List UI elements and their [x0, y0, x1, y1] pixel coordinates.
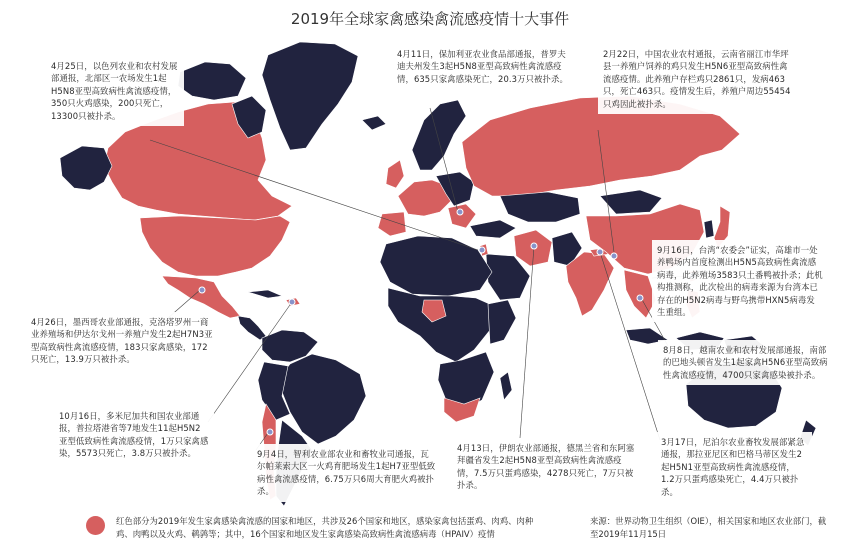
event-text: 8月8日，越南农业和农村发展部通报，南部的巴地头顿省发生1起家禽H5N6亚型高致病性禽流感疫情，4700只家禽感染被扑杀。 — [663, 345, 828, 380]
event-text: 10月16日，多米尼加共和国农业部通报，普拉塔港省等7地发生11起H5N2亚型低致病性禽流感疫情，1万只家禽感染，5573只死亡，3.8万只被扑杀。 — [59, 411, 209, 459]
marker-chile — [267, 429, 273, 435]
event-text: 4月26日，墨西哥农业部通报，克洛塔罗州一商业养殖场和伊达尔戈州一养殖户发生2起H7N3亚型高致病性禽流感疫情，183只家禽感染，172只死亡，13.9万只被扑杀。 — [31, 317, 213, 365]
event-text: 9月16日，台湾“农委会”证实，高雄市一处养鸭场内首度检测出H5N5高致病性禽流感病毒，此养殖场3583只土番鸭被扑杀；此机构推测称，此次检出的病毒来源为台湾本已存在的H5N2病毒与野鸟携带HXN5病毒发生重组。 — [657, 245, 823, 318]
marker-nepal — [597, 249, 603, 255]
event-text: 4月25日，以色列农业和农村发展部通报，北部区一农场发生1起H5N8亚型高致病性禽流感疫情，350只火鸡感染，200只死亡，13300只被扑杀。 — [51, 61, 178, 121]
marker-mexico — [199, 287, 205, 293]
madagascar — [500, 372, 512, 400]
united-states — [140, 216, 290, 276]
event-callout-vietnam — [658, 340, 834, 385]
marker-dominican-republic — [289, 299, 295, 305]
event-callout-israel — [46, 56, 184, 126]
cuba — [248, 290, 282, 298]
event-callout-nepal — [656, 432, 812, 502]
marker-iran — [531, 243, 537, 249]
arctic-islands — [178, 62, 246, 100]
event-callout-mexico — [26, 312, 218, 370]
event-callout-yunnan — [598, 44, 798, 114]
event-callout-iran — [452, 438, 642, 496]
alaska — [60, 146, 112, 190]
event-text: 4月11日，保加利亚农业食品部通报，普罗夫迪夫州发生3起H5N8亚型高致病性禽流感疫情，635只家禽感染死亡，20.3万只被扑杀。 — [397, 49, 568, 84]
iceland — [362, 116, 386, 130]
west-central-africa — [388, 288, 494, 362]
balkans — [448, 204, 476, 228]
united-kingdom — [386, 160, 404, 188]
event-callout-bulgaria — [392, 44, 578, 89]
scandinavia — [412, 100, 466, 170]
north-africa — [380, 236, 492, 296]
legend-text: 红色部分为2019年发生家禽感染禽流感的国家和地区，共涉及26个国家和地区，感染家禽包括蛋鸡、肉鸡、肉种鸡、肉鸭以及火鸡、鹌鹑等；其中，16个国家和地区发生家禽感染高致病性禽流感病毒（HPAIV）疫情 — [116, 516, 534, 539]
greenland — [262, 42, 358, 150]
event-callout-chile — [252, 444, 442, 502]
korea — [704, 220, 714, 238]
iberia — [378, 212, 406, 236]
india — [566, 252, 614, 316]
event-callout-dominican-republic — [54, 406, 214, 464]
kazakhstan — [500, 192, 580, 222]
page-title: 2019年全球家禽感染禽流感疫情十大事件 — [290, 10, 570, 28]
event-callout-taiwan — [652, 240, 828, 322]
marker-bulgaria — [457, 209, 463, 215]
marker-yunnan — [611, 253, 617, 259]
event-text: 2月22日，中国农业农村通报，云南省丽江市华坪县一养殖户饲养的鸡只发生H5N6亚型高致病性禽流感疫情。此养殖户存栏鸡只2861只，发病463只，死亡463只。疫情发生后，养殖户周边55454只鸡因此被扑杀。 — [603, 49, 791, 109]
east-africa — [488, 300, 516, 344]
event-text: 4月13日，伊朗农业部通报，德黑兰省和东阿塞拜疆省发生2起H5N8亚型高致病性禽流感疫情，7.5万只蛋鸡感染，4278只死亡，7万只被扑杀。 — [457, 443, 635, 491]
event-text: 3月17日，尼泊尔农业畜牧发展部紧急通报，那拉亚尼区和巴格马蒂区发生2起H5N1亚型高致病性禽流感疫情，1.2万只蛋鸡感染死亡，4.4万只被扑杀。 — [661, 437, 805, 497]
mongolia — [600, 190, 662, 214]
central-america — [238, 316, 266, 340]
turkey — [470, 220, 516, 238]
marker-vietnam — [637, 295, 643, 301]
legend-swatch — [86, 516, 105, 535]
marker-israel — [479, 247, 485, 253]
event-text: 9月4日，智利农业部农业和畜牧业司通报，瓦尔帕莱索大区一火鸡育肥场发生1起H7亚型低致病性禽流感疫情，6.75万只6周大育肥火鸡被扑杀。 — [257, 449, 436, 497]
source-note: 来源：世界动物卫生组织（OIE），相关国家和地区农业部门，截至2019年11月15日 — [590, 516, 827, 539]
